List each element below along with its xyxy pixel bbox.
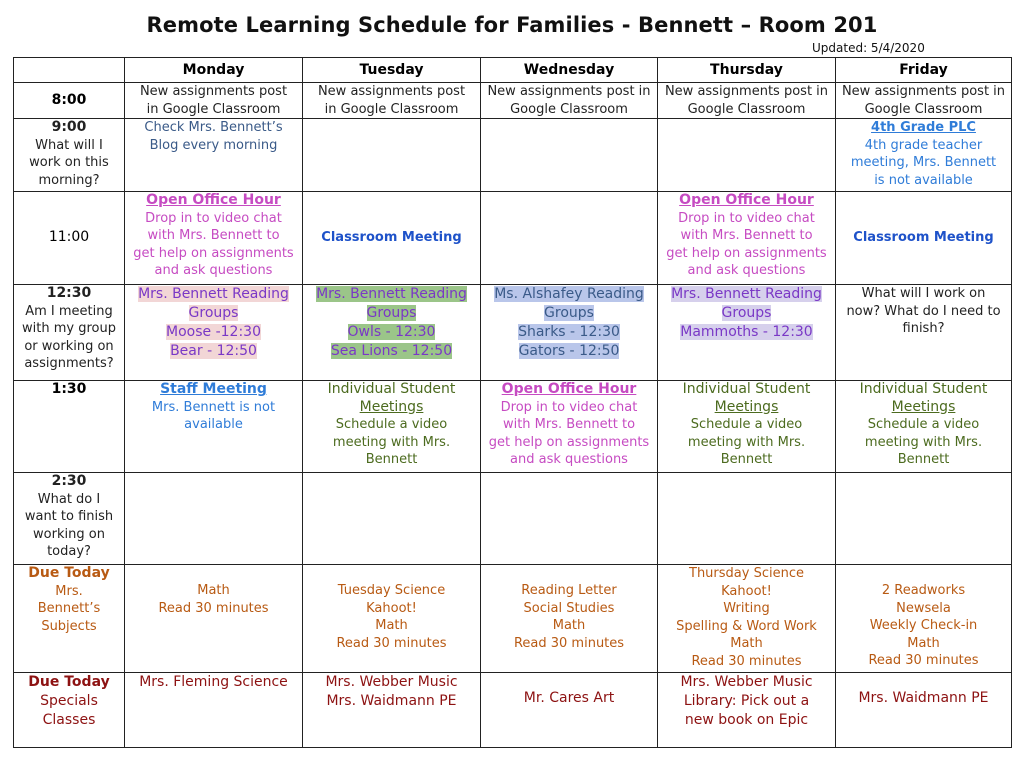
time-question: Am I meeting: [25, 303, 113, 319]
student-meetings-heading: Individual Student: [682, 381, 811, 397]
classroom-meeting: Classroom Meeting: [853, 230, 994, 246]
student-meetings-heading: Meetings: [891, 398, 956, 415]
cell-text: Writing: [723, 601, 770, 616]
time-question: with my group: [22, 321, 116, 336]
cell-wed-due: [481, 565, 658, 673]
cell-wed-11-00: [481, 192, 658, 285]
cell-text: What will I work on: [861, 286, 986, 301]
cell-thu-due: [658, 565, 836, 673]
cell-text: Google Classroom: [687, 101, 806, 117]
cell-tue-8-00: [303, 83, 481, 119]
cell-wed-specials: [481, 673, 658, 748]
due-today-subtext: Bennett’s: [37, 601, 101, 616]
cell-text: Blog every morning: [149, 137, 278, 153]
cell-text: meeting with Mrs.: [687, 434, 806, 450]
cell-thu-1-30: [658, 381, 836, 473]
cell-text: meeting with Mrs.: [332, 434, 451, 450]
cell-text: 4th grade teacher: [864, 137, 983, 153]
cell-fri-specials: [836, 673, 1012, 748]
reading-group-heading: Mrs. Bennett Reading: [316, 286, 467, 302]
cell-thu-9-00: [658, 119, 836, 192]
cell-text: Mrs. Waidmann PE: [858, 690, 989, 706]
cell-text: Read 30 minutes: [691, 653, 802, 669]
cell-fri-2-30: [836, 473, 1012, 565]
reading-group-heading: Mrs. Bennett Reading: [671, 286, 822, 302]
cell-fri-11-00: [836, 192, 1012, 285]
cell-text: Social Studies: [523, 600, 615, 616]
reading-group-heading: Groups: [366, 305, 417, 321]
cell-mon-12-30: [125, 285, 303, 381]
cell-mon-2-30: [125, 473, 303, 565]
cell-wed-8-00: [481, 83, 658, 119]
row-11-00: [14, 192, 1012, 285]
row-9-00: [14, 119, 1012, 192]
updated-date: Updated: 5/4/2020: [812, 41, 925, 55]
cell-text: Newsela: [896, 600, 951, 616]
cell-text: Drop in to video chat: [678, 210, 815, 226]
reading-group-slot: Gators - 12:50: [518, 343, 620, 359]
cell-text: 2 Readworks: [881, 583, 966, 598]
header-thursday: Thursday: [658, 58, 836, 83]
cell-text: Mrs. Webber Music: [680, 674, 813, 690]
page-title: Remote Learning Schedule for Families - Bennett – Room 201: [146, 13, 878, 37]
cell-text: Check Mrs. Bennett’s: [144, 120, 283, 135]
time-question: work on this: [29, 155, 109, 170]
header-friday: Friday: [836, 58, 1012, 83]
time-cell-8-00: [14, 83, 125, 119]
cell-tue-1-30: [303, 381, 481, 473]
cell-text: Weekly Check-in: [869, 618, 978, 633]
student-meetings-heading: Individual Student: [859, 381, 988, 397]
cell-text: Math: [907, 635, 940, 651]
cell-text: is not available: [874, 172, 973, 188]
cell-text: Mrs. Webber Music: [325, 674, 458, 690]
row-due-today-subjects: [14, 565, 1012, 673]
cell-text: Thursday Science: [689, 566, 804, 581]
cell-thu-11-00: [658, 192, 836, 285]
cell-wed-2-30: [481, 473, 658, 565]
reading-group-heading: Groups: [721, 305, 772, 321]
cell-text: new book on Epic: [684, 712, 809, 728]
row-2-30: [14, 473, 1012, 565]
row-due-today-specials: [14, 673, 1012, 748]
cell-text: Mrs. Bennett is not: [151, 399, 276, 415]
reading-group-slot: Moose -12:30: [166, 324, 261, 340]
cell-wed-1-30: [481, 381, 658, 473]
cell-text: Mrs. Fleming Science: [139, 674, 288, 690]
staff-meeting-heading: Staff Meeting: [160, 381, 267, 397]
cell-thu-2-30: [658, 473, 836, 565]
cell-text: meeting with Mrs.: [864, 434, 983, 450]
plc-heading: 4th Grade PLC: [871, 120, 976, 135]
cell-mon-1-30: [125, 381, 303, 473]
classroom-meeting: Classroom Meeting: [321, 230, 462, 246]
cell-text: Mr. Cares Art: [523, 690, 615, 706]
cell-text: Bennett: [720, 452, 773, 467]
schedule-table: [13, 57, 1012, 748]
time-question: morning?: [38, 172, 100, 188]
cell-text: Tuesday Science: [337, 583, 446, 598]
cell-fri-1-30: [836, 381, 1012, 473]
reading-group-slot: Bear - 12:50: [170, 343, 257, 359]
time-cell-1-30: [14, 381, 125, 473]
cell-tue-due: [303, 565, 481, 673]
time-cell-12-30: [14, 285, 125, 381]
cell-text: Schedule a video: [335, 417, 448, 432]
cell-text: Math: [552, 618, 586, 633]
cell-text: Read 30 minutes: [336, 635, 447, 651]
cell-text: in Google Classroom: [146, 101, 281, 117]
reading-group-slot: Owls - 12:30: [347, 324, 436, 340]
header-row: [14, 58, 1012, 83]
header-tuesday: Tuesday: [303, 58, 481, 83]
cell-text: with Mrs. Bennett to: [680, 228, 813, 243]
cell-text: Read 30 minutes: [158, 600, 269, 616]
cell-mon-11-00: [125, 192, 303, 285]
row-12-30: [14, 285, 1012, 381]
time-question: working on: [33, 526, 105, 542]
cell-text: Kahoot!: [366, 600, 417, 616]
due-today-label-cell: [14, 565, 125, 673]
cell-text: Schedule a video: [867, 417, 980, 432]
office-hour-heading: Open Office Hour: [679, 192, 814, 208]
cell-text: New assignments post in: [841, 84, 1006, 99]
student-meetings-heading: Meetings: [714, 398, 779, 415]
cell-text: in Google Classroom: [324, 101, 459, 117]
time-cell-11-00: [14, 192, 125, 285]
time-cell-2-30: [14, 473, 125, 565]
row-8-00: [14, 83, 1012, 119]
cell-text: Math: [375, 618, 408, 633]
cell-tue-specials: [303, 673, 481, 748]
time-question: What will I: [35, 137, 103, 153]
cell-mon-9-00: [125, 119, 303, 192]
cell-text: now? What do I need to: [846, 303, 1001, 319]
cell-text: Read 30 minutes: [513, 635, 625, 651]
student-meetings-heading: Meetings: [359, 398, 424, 415]
cell-text: and ask questions: [510, 452, 628, 467]
cell-mon-specials: [125, 673, 303, 748]
cell-text: with Mrs. Bennett to: [502, 417, 636, 432]
cell-text: get help on assignments: [488, 434, 650, 450]
cell-wed-9-00: [481, 119, 658, 192]
cell-thu-12-30: [658, 285, 836, 381]
cell-text: and ask questions: [687, 263, 806, 278]
cell-text: meeting, Mrs. Bennett: [850, 155, 997, 170]
row-1-30: [14, 381, 1012, 473]
cell-text: available: [184, 417, 243, 432]
time-question: want to finish: [24, 509, 114, 524]
cell-text: New assignments post: [139, 84, 288, 99]
student-meetings-heading: Individual Student: [327, 381, 456, 397]
header-corner: [14, 58, 125, 83]
reading-group-heading: Ms. Alshafey Reading: [494, 286, 644, 302]
cell-tue-9-00: [303, 119, 481, 192]
cell-text: Google Classroom: [510, 101, 628, 117]
cell-text: Google Classroom: [864, 101, 983, 117]
header-wednesday: Wednesday: [481, 58, 658, 83]
cell-mon-due: [125, 565, 303, 673]
cell-thu-specials: [658, 673, 836, 748]
cell-tue-12-30: [303, 285, 481, 381]
time-label: 2:30: [51, 473, 87, 489]
cell-tue-2-30: [303, 473, 481, 565]
cell-text: New assignments post in: [487, 84, 651, 99]
cell-text: Mrs. Waidmann PE: [326, 693, 457, 709]
specials-label-cell: [14, 673, 125, 748]
time-label: 1:30: [51, 381, 87, 397]
cell-text: get help on assignments: [133, 245, 294, 261]
time-cell-9-00: [14, 119, 125, 192]
cell-text: Drop in to video chat: [500, 399, 638, 415]
time-label: 9:00: [51, 119, 87, 135]
cell-text: Drop in to video chat: [145, 210, 282, 226]
reading-group-slot: Mammoths - 12:30: [680, 324, 813, 340]
cell-text: Bennett: [897, 452, 950, 467]
due-today-heading: Due Today: [28, 565, 110, 581]
cell-text: with Mrs. Bennett to: [147, 228, 280, 243]
due-today-heading: Due Today: [28, 674, 110, 690]
reading-group-heading: Groups: [544, 305, 594, 321]
cell-text: Kahoot!: [721, 583, 772, 599]
specials-subtext: Classes: [42, 712, 96, 728]
specials-subtext: Specials: [40, 693, 98, 709]
due-today-subtext: Subjects: [41, 618, 97, 634]
cell-wed-12-30: [481, 285, 658, 381]
time-question: What do I: [37, 491, 101, 507]
cell-text: Reading Letter: [521, 583, 617, 598]
cell-fri-due: [836, 565, 1012, 673]
time-label: 11:00: [48, 229, 90, 246]
cell-text: get help on assignments: [666, 245, 827, 261]
cell-text: Bennett: [365, 452, 418, 467]
cell-text: Library: Pick out a: [683, 693, 810, 709]
cell-tue-11-00: [303, 192, 481, 285]
cell-text: Math: [197, 583, 230, 598]
office-hour-heading: Open Office Hour: [501, 381, 637, 397]
cell-text: New assignments post: [317, 84, 466, 99]
cell-text: Read 30 minutes: [868, 653, 979, 668]
cell-text: Math: [730, 636, 763, 651]
reading-group-slot: Sea Lions - 12:50: [330, 343, 453, 359]
reading-group-heading: Mrs. Bennett Reading: [138, 286, 289, 302]
time-label: 12:30: [46, 285, 92, 301]
time-question: assignments?: [24, 356, 114, 371]
reading-group-slot: Sharks - 12:30: [518, 324, 620, 340]
cell-text: Schedule a video: [690, 417, 803, 432]
cell-fri-9-00: [836, 119, 1012, 192]
reading-group-heading: Groups: [188, 305, 239, 321]
office-hour-heading: Open Office Hour: [146, 192, 281, 208]
time-question: today?: [47, 544, 91, 559]
time-label: 8:00: [51, 91, 87, 108]
cell-fri-8-00: [836, 83, 1012, 119]
cell-mon-8-00: [125, 83, 303, 119]
header-monday: Monday: [125, 58, 303, 83]
cell-thu-8-00: [658, 83, 836, 119]
cell-fri-12-30: [836, 285, 1012, 381]
cell-text: New assignments post in: [664, 84, 829, 99]
time-question: or working on: [24, 338, 114, 354]
cell-text: and ask questions: [154, 263, 273, 278]
due-today-subtext: Mrs.: [55, 583, 83, 599]
cell-text: finish?: [902, 321, 945, 336]
cell-text: Spelling & Word Work: [676, 618, 817, 634]
